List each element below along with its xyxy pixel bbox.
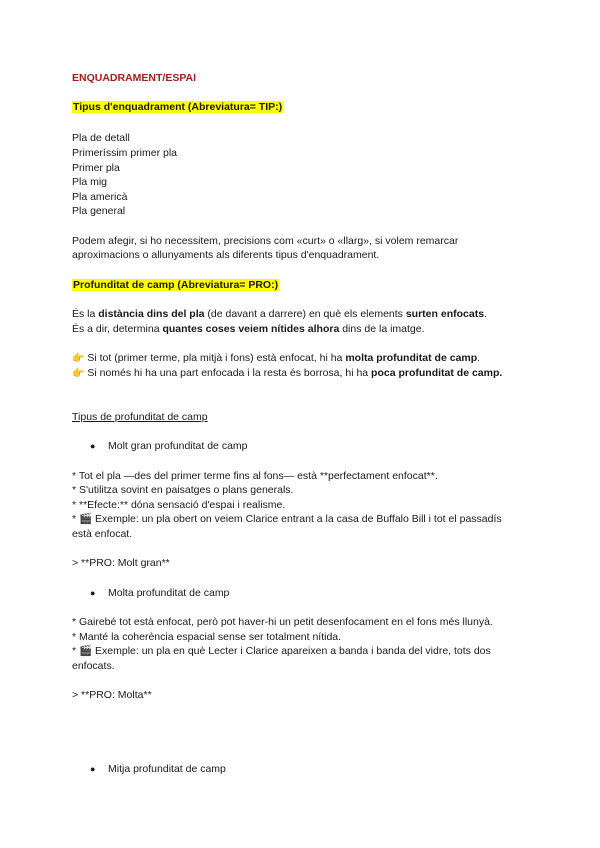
- text-run: Exemple: un pla obert on veiem Clarice entrant a la casa de Buffalo Bill i tot el passadís: [92, 513, 502, 525]
- clapperboard-icon: 🎬: [79, 513, 93, 525]
- text-run: (de davant a darrere) en què els elements: [204, 308, 406, 320]
- text-line: * Gairebé tot està enfocat, però pot haver-hi un petit desenfocament en el fons més llunyà.: [72, 616, 493, 628]
- example-line: [72, 644, 491, 659]
- text-run: Si només hi ha una part enfocada i la resta és borrosa, hi ha: [84, 367, 372, 379]
- highlighted-heading: Profunditat de camp (Abreviatura= PRO:): [73, 279, 279, 291]
- text-line: * Tot el pla —des del primer terme fins al fons— està **perfectament enfocat**.: [72, 470, 438, 482]
- framing-item: Pla general: [72, 205, 126, 217]
- bullet-label: Molta profunditat de camp: [108, 587, 230, 599]
- text-line: està enfocat.: [72, 528, 133, 540]
- text-line: * S'utilitza sovint en paisatges o plans generals.: [72, 484, 294, 496]
- bold-run: poca profunditat de camp.: [371, 367, 503, 379]
- framing-item: Pla mig: [72, 176, 108, 188]
- subsection-heading: Tipus de profunditat de camp: [72, 411, 208, 423]
- text-line: * **Efecte:** dóna sensació d'espai i realisme.: [72, 499, 286, 511]
- bullet-item: [90, 762, 226, 777]
- document-title: ENQUADRAMENT/ESPAI: [72, 72, 197, 84]
- framing-item: Pla americà: [72, 191, 128, 203]
- bold-run: distància dins del pla: [98, 308, 205, 320]
- bullet-label: Mitja profunditat de camp: [108, 763, 226, 775]
- depth-case-line: [72, 366, 502, 382]
- pointing-hand-icon: 👉: [72, 368, 85, 379]
- framing-item: Pla de detall: [72, 132, 130, 144]
- clapperboard-icon: 🎬: [79, 645, 93, 657]
- bullet-icon: ●: [90, 441, 96, 451]
- example-line: [72, 512, 502, 527]
- bullet-label: Molt gran profunditat de camp: [108, 440, 248, 452]
- bullet-item: [90, 439, 248, 454]
- text-run: Si tot (primer terme, pla mitjà i fons) està enfocat, hi ha: [84, 352, 346, 364]
- section-heading-depth: [72, 278, 279, 293]
- text-run: Exemple: un pla en què Lecter i Clarice apareixen a banda i banda del vidre, tots dos: [92, 645, 491, 657]
- bold-run: surten enfocats: [405, 308, 485, 320]
- framing-item: Primeríssim primer pla: [72, 147, 178, 159]
- framing-note-line: Podem afegir, si ho necessitem, precisions com «curt» o «llarg», si volem remarcar: [72, 235, 459, 247]
- bullet-icon: ●: [90, 588, 96, 598]
- framing-note-line: aproximacions o allunyaments als diferents tipus d'enquadrament.: [72, 249, 380, 261]
- pro-line: > **PRO: Molta**: [72, 689, 152, 701]
- bullet-icon: ●: [90, 764, 96, 774]
- text-run: .: [477, 352, 481, 364]
- bullet-item: [90, 586, 229, 601]
- text-run: *: [72, 513, 80, 525]
- text-line: enfocats.: [72, 660, 115, 672]
- section-heading-framing: [72, 100, 283, 115]
- pointing-hand-icon: 👉: [72, 353, 85, 364]
- text-run: És a dir, determina: [72, 323, 163, 335]
- bold-run: molta profunditat de camp: [345, 352, 478, 364]
- highlighted-heading: Tipus d'enquadrament (Abreviatura= TIP:): [73, 101, 283, 113]
- depth-definition-line: [72, 322, 425, 337]
- text-run: .: [484, 308, 487, 320]
- depth-definition-line: [72, 307, 487, 322]
- text-run: *: [72, 645, 80, 657]
- depth-case-line: [72, 351, 480, 367]
- text-line: * Manté la coherència espacial sense ser totalment nítida.: [72, 631, 342, 643]
- text-run: És la: [72, 308, 99, 320]
- bold-run: quantes coses veiem nítides alhora: [162, 323, 340, 335]
- framing-item: Primer pla: [72, 162, 120, 174]
- pro-line: > **PRO: Molt gran**: [72, 557, 170, 569]
- text-run: dins de la imatge.: [339, 323, 425, 335]
